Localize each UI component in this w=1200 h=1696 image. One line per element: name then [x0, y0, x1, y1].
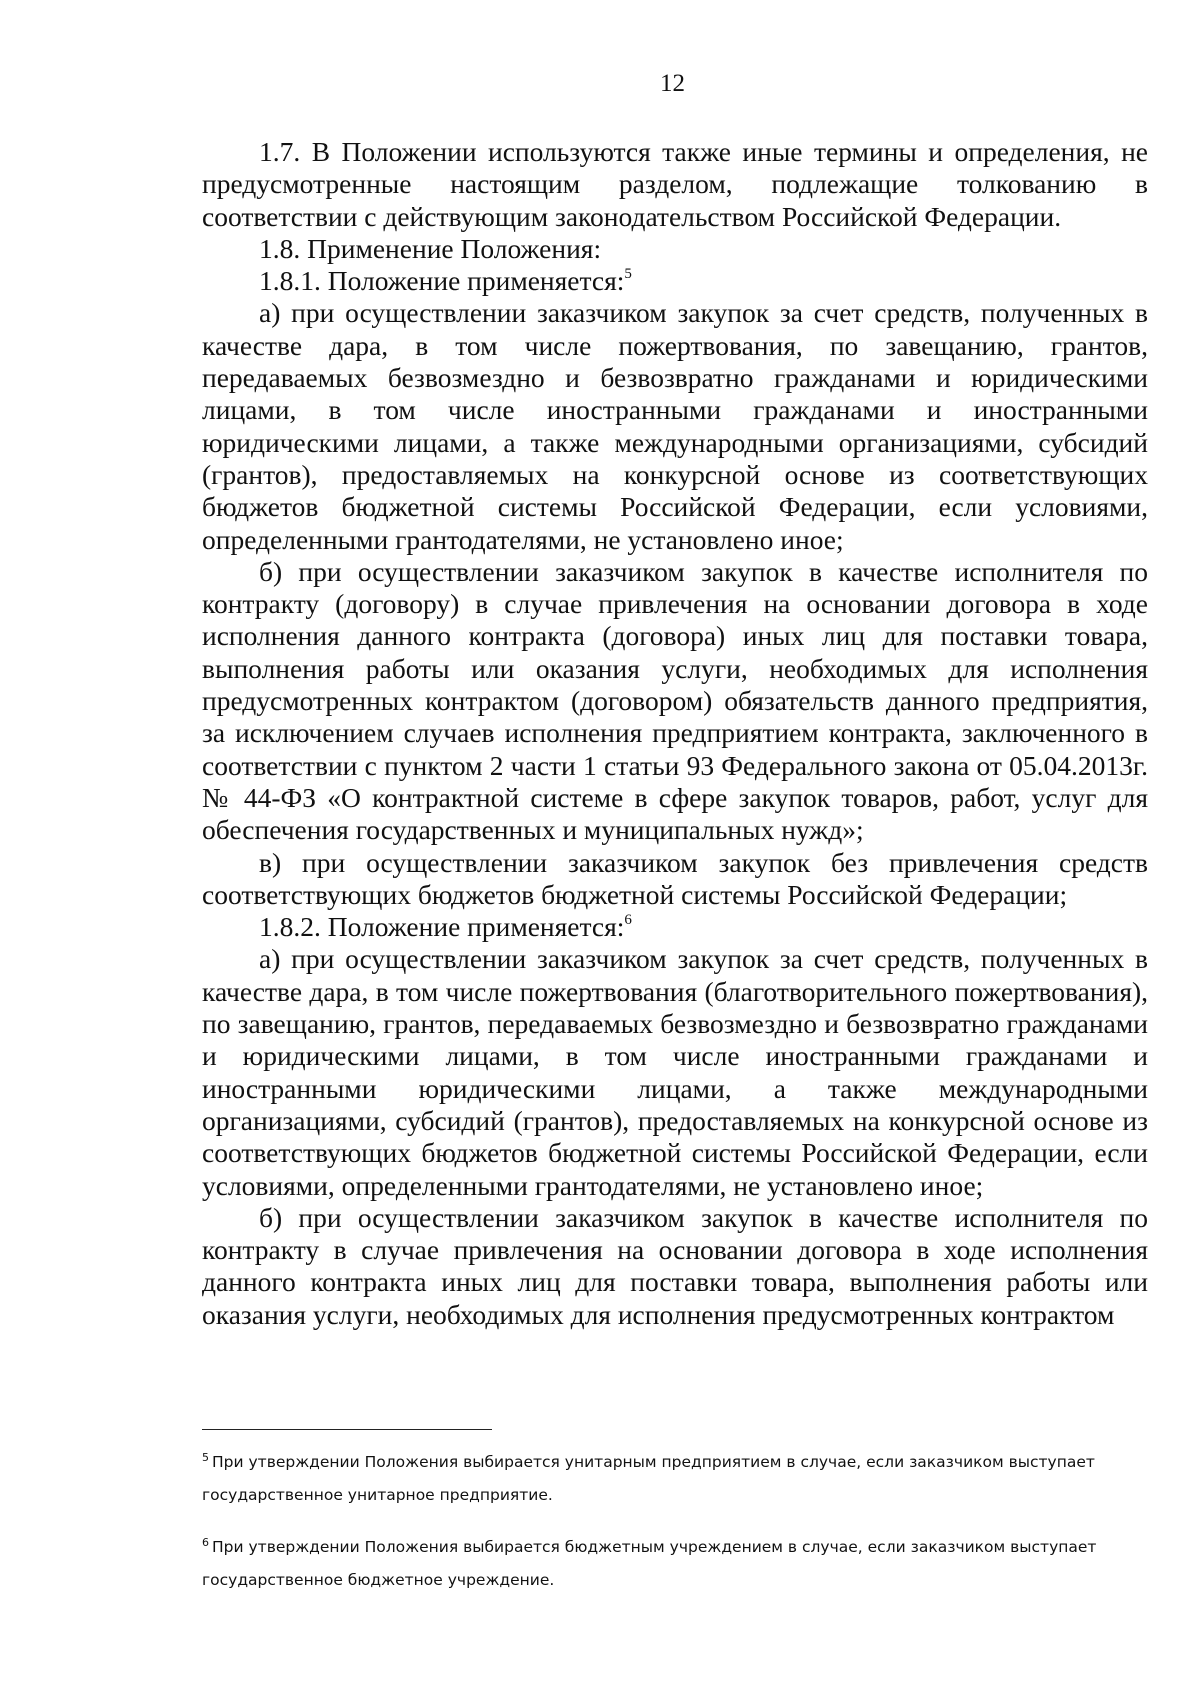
paragraph-1-8-1 [202, 265, 1148, 297]
paragraph-text: 1.8.2. Положение применяется: [259, 911, 625, 943]
paragraph-text: б) при осуществлении заказчиком закупок в качестве исполнителя по контракту в случае привлечения на основании договора в ходе исполнения данного контракта иных лиц для поставки товара, выполнения работы или оказания услуги, необходимых для исполнения предусмотренных контрактом [202, 1201, 1148, 1330]
footnote-number: 5 [202, 1450, 209, 1464]
footnote-text: При утверждении Положения выбирается бюджетным учреждением в случае, если заказчиком выступает государственное бюджетное учреждение. [202, 1538, 1097, 1589]
footnote-reference[interactable]: 5 [624, 266, 632, 283]
footnote-6 [202, 1531, 1148, 1597]
footnotes [202, 1446, 1148, 1616]
paragraph-text: б) при осуществлении заказчиком закупок в качестве исполнителя по контракту (договору) в случае привлечения на основании договора в ходе исполнения данного контракта (договора) иных лиц для поставки товара, выполнения работы или оказания услуги, необходимых для исполнения предусмотренных контрактом (договором) обязательств данного предприятия, за исключением случаев исполнения предприятием контракта, заключенного в соответствии с пунктом 2 части 1 статьи 93 Федерального закона от 05.04.2013г. № 44-ФЗ «О контрактной системе в сфере закупок товаров, работ, услуг для обеспечения государственных и муниципальных нужд»; [202, 555, 1148, 846]
footnote-number: 6 [202, 1535, 209, 1549]
footnote-text: При утверждении Положения выбирается унитарным предприятием в случае, если заказчиком выступает государственное унитарное предприятие. [202, 1453, 1095, 1504]
paragraph-1-8-2 [202, 911, 1148, 943]
footnote-separator [202, 1429, 492, 1430]
paragraph-text: 1.8. Применение Положения: [259, 232, 602, 264]
paragraph-1-8-2-a [202, 943, 1148, 1201]
page-number: 12 [660, 70, 685, 97]
paragraph-1-8 [202, 233, 1148, 265]
paragraph-text: а) при осуществлении заказчиком закупок за счет средств, полученных в качестве дара, в том числе пожертвования (благотворительного пожертвования), по завещанию, грантов, передаваемых безвозмездно и безвозвратно гражданами и юридическими лицами, в том числе иностранными гражданами и иностранными юридическими лицами, а также международными организациями, субсидий (грантов), предоставляемых на конкурсной основе из соответствующих бюджетов бюджетной системы Российской Федерации, если условиями, определенными грантодателями, не установлено иное; [202, 943, 1148, 1201]
paragraph-1-8-1-v [202, 847, 1148, 912]
paragraph-text: 1.8.1. Положение применяется: [259, 265, 625, 297]
paragraph-1-8-1-b [202, 556, 1148, 847]
paragraph-1-8-2-b [202, 1202, 1148, 1331]
paragraph-text: а) при осуществлении заказчиком закупок за счет средств, полученных в качестве дара, в том числе пожертвования, по завещанию, грантов, передаваемых безвозмездно и безвозвратно гражданами и юридическими лицами, в том числе иностранными гражданами и иностранными юридическими лицами, а также международными организациями, субсидий (грантов), предоставляемых на конкурсной основе из соответствующих бюджетов бюджетной системы Российской Федерации, если условиями, определенными грантодателями, не установлено иное; [202, 297, 1148, 555]
footnote-reference[interactable]: 6 [624, 911, 632, 928]
footnote-5 [202, 1446, 1148, 1512]
paragraph-text: 1.7. В Положении используются также иные термины и определения, не предусмотренные настоящим разделом, подлежащие толкованию в соответствии с действующим законодательством Российской Федерации. [202, 136, 1148, 232]
paragraph-1-8-1-a [202, 297, 1148, 555]
paragraph-1-7 [202, 136, 1148, 233]
document-body [202, 136, 1148, 1331]
paragraph-text: в) при осуществлении заказчиком закупок без привлечения средств соответствующих бюджетов бюджетной системы Российской Федерации; [202, 846, 1148, 910]
